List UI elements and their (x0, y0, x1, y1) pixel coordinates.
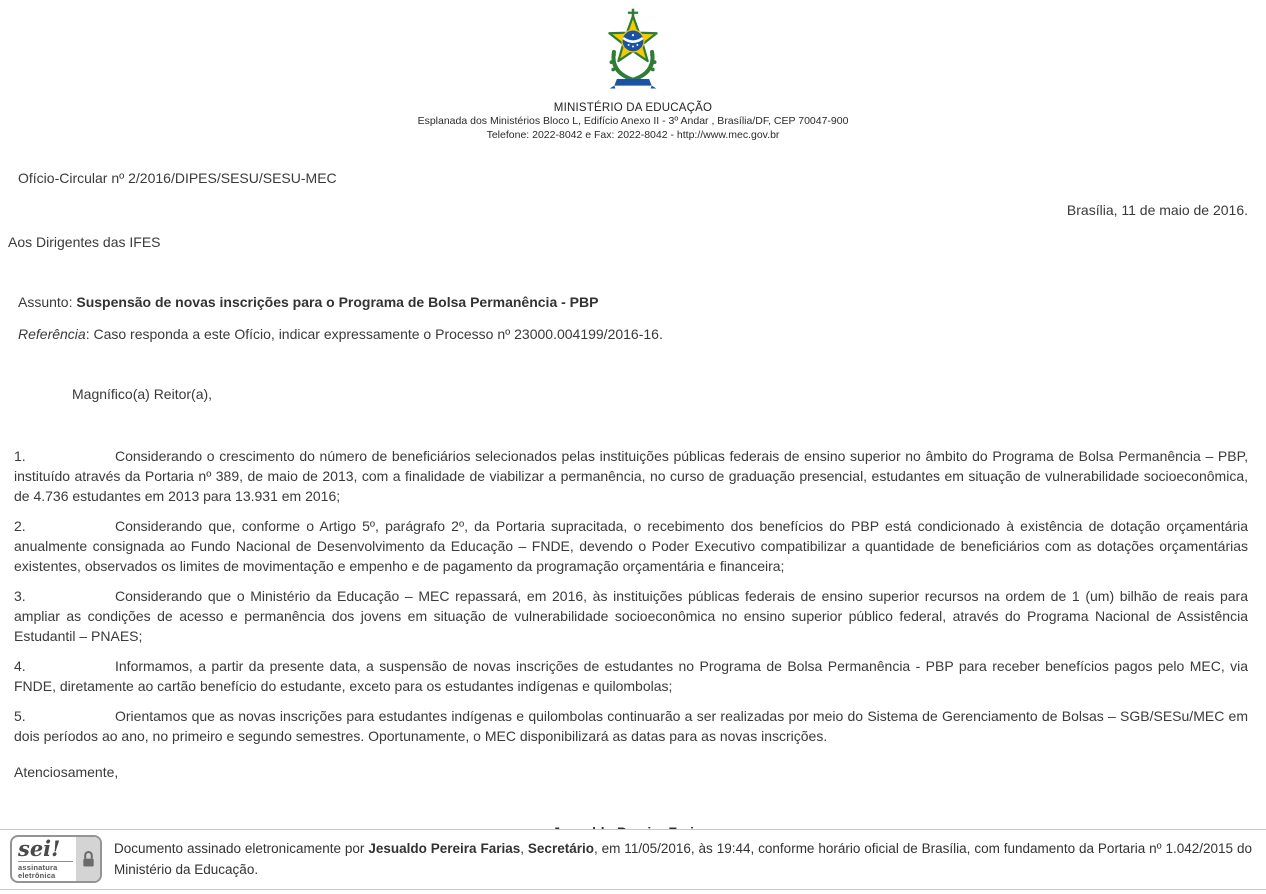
signature-signer-name: Jesualdo Pereira Farias (368, 841, 521, 856)
paragraph-text: Informamos, a partir da presente data, a suspensão de novas inscrições de estudantes no Programa de Bolsa Permanência - PBP para receber benefícios pagos pelo MEC, via FNDE, diretamente ao cartão benefício do estudante, exceto para os estudantes indígenas e quilombolas; (14, 658, 1248, 694)
document-reference-number: Ofício-Circular nº 2/2016/DIPES/SESU/SESU-MEC (18, 170, 337, 186)
paragraph-number: 4. (14, 658, 26, 674)
ministry-address: Esplanada dos Ministérios Bloco L, Edifício Anexo II - 3º Andar , Brasília/DF, CEP 70047-900 (417, 115, 849, 127)
signature-text-part-1: Documento assinado eletronicamente por (114, 841, 369, 856)
subject-text: Suspensão de novas inscrições para o Programa de Bolsa Permanência - PBP (76, 294, 599, 310)
brazil-coat-of-arms-icon (596, 8, 670, 90)
paragraph-number: 1. (14, 448, 26, 464)
paragraph-2 (14, 516, 1248, 576)
reference-line (14, 324, 1248, 344)
paragraph-text: Considerando que, conforme o Artigo 5º, parágrafo 2º, da Portaria supracitada, o recebimento dos benefícios do PBP está condicionado à existência de dotação orçamentária anualmente consignada ao Fundo Nacional de Desenvolvimento da Educação – FNDE, devendo o Poder Executivo compatibilizar a quantidade de beneficiários com as dotações orçamentárias existentes, observados os limites de movimentação e empenho e de pagamento da programação orçamentária e financeira; (14, 518, 1248, 574)
ministry-contact: Telefone: 2022-8042 e Fax: 2022-8042 - http://www.mec.gov.br (486, 129, 780, 141)
date-line: Brasília, 11 de maio de 2016. (1066, 202, 1248, 218)
signature-signer-role: Secretário (527, 841, 594, 856)
ministry-name: MINISTÉRIO DA EDUCAÇÃO (553, 102, 713, 114)
subject-line (14, 292, 1248, 312)
sei-logo: sei! (18, 838, 73, 862)
recipient-line: Aos Dirigentes das IFES (8, 234, 161, 250)
paragraph-5 (14, 706, 1248, 746)
signature-text-part-3: , em 11/05/2016, às 19:44, conforme horário oficial de Brasília, com fundamento da Portaria nº 1.042/2015 do Ministério da Educação. (114, 841, 1252, 877)
reference-text: : Caso responda a este Ofício, indicar expressamente o Processo nº 23000.004199/2016-16. (85, 326, 663, 342)
paragraph-text: Considerando que o Ministério da Educação – MEC repassará, em 2016, às instituições públicas federais de ensino superior recursos na ordem de 1 (um) bilhão de reais para ampliar as condições de acesso e permanência dos jovens em situação de vulnerabilidade socioeconômica no ensino superior público federal, através do Programa Nacional de Assistência Estudantil – PNAES; (14, 588, 1248, 644)
reference-label: Referência (18, 326, 86, 342)
sei-badge-text (12, 837, 76, 881)
letter-body (0, 168, 1266, 870)
electronic-signature-block (0, 829, 1266, 890)
sei-signature-badge (10, 835, 102, 883)
padlock-icon (76, 837, 100, 881)
paragraph-4 (14, 656, 1248, 696)
subject-label: Assunto: (18, 294, 77, 310)
sei-caption: assinatura eletrônica (18, 862, 58, 880)
closing-line: Atenciosamente, (14, 764, 119, 780)
salutation: Magnífico(a) Reitor(a), (72, 386, 213, 402)
letterhead (0, 0, 1266, 142)
numbered-paragraphs (14, 446, 1248, 746)
signature-statement (114, 835, 1252, 880)
signature-text-part-2: , (520, 841, 528, 856)
paragraph-3 (14, 586, 1248, 646)
paragraph-number: 5. (14, 708, 26, 724)
paragraph-number: 3. (14, 588, 26, 604)
paragraph-text: Orientamos que as novas inscrições para estudantes indígenas e quilombolas continuarão a ser realizadas por meio do Sistema de Gerenciamento de Bolsas – SGB/SESu/MEC em dois períodos ao ano, no primeiro e segundo semestres. Oportunamente, o MEC disponibilizará as datas para as novas inscrições. (14, 708, 1248, 744)
paragraph-number: 2. (14, 518, 26, 534)
paragraph-1 (14, 446, 1248, 506)
paragraph-text: Considerando o crescimento do número de beneficiários selecionados pelas instituições públicas federais de ensino superior no âmbito do Programa de Bolsa Permanência – PBP, instituído através da Portaria nº 389, de maio de 2013, com a finalidade de viabilizar a permanência, no curso de graduação presencial, estudantes em situação de vulnerabilidade socioeconômica, de 4.736 estudantes em 2013 para 13.931 em 2016; (14, 448, 1248, 504)
